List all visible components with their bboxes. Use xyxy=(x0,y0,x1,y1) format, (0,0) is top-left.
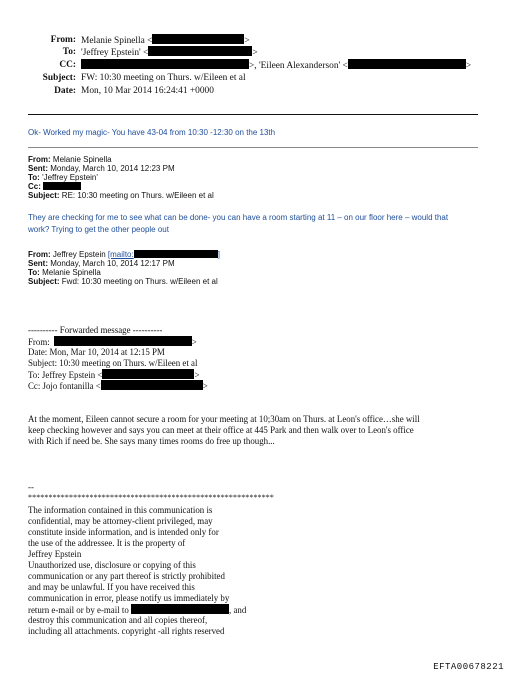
msg2-from: From: Melanie Spinella xyxy=(28,155,112,164)
forwarded-body-line: with Rich if need be. She says many times rooms do free up though... xyxy=(28,436,275,446)
redacted-block xyxy=(43,182,81,190)
redacted-block xyxy=(101,380,203,390)
disclaimer-line: communication in error, please notify us immediately by xyxy=(28,593,230,603)
msg2-subject: Subject: RE: 10:30 meeting on Thurs. w/Eileen et al xyxy=(28,191,214,200)
redacted-block xyxy=(131,604,229,614)
header-divider xyxy=(28,114,478,115)
forwarded-body-line: At the moment, Eileen cannot secure a room for your meeting at 10;30am on Thurs. at Leon's office…she will xyxy=(28,414,420,424)
to-label: To: xyxy=(62,47,76,57)
subject-value: FW: 10:30 meeting on Thurs. w/Eileen et al xyxy=(81,73,246,83)
mailto-link[interactable]: [mailto: ] xyxy=(107,250,220,259)
disclaimer-line: the use of the addressee. It is the property of xyxy=(28,538,186,548)
document-id: EFTA00678221 xyxy=(433,662,504,672)
msg3-to: To: Melanie Spinella xyxy=(28,268,101,277)
date-label: Date: xyxy=(54,86,76,96)
email-header-date xyxy=(0,85,512,97)
forwarded-from: From: > xyxy=(28,337,197,347)
disclaimer-line: The information contained in this communication is xyxy=(28,505,213,515)
msg3-sent: Sent: Monday, March 10, 2014 12:17 PM xyxy=(28,259,175,268)
msg2-cc: Cc: xyxy=(28,182,81,192)
disclaimer-line-email: return e-mail or by e-mail to , and xyxy=(28,605,247,615)
from-value: Melanie Spinella < > xyxy=(81,36,250,46)
forwarded-cc: Cc: Jojo fontanilla < > xyxy=(28,381,208,391)
date-value: Mon, 10 Mar 2014 16:24:41 +0000 xyxy=(81,86,214,96)
disclaimer-line: confidential, may be attorney-client privileged, may xyxy=(28,516,213,526)
email-header-from xyxy=(0,34,512,46)
subject-label: Subject: xyxy=(42,73,76,83)
forwarded-to: To: Jeffrey Epstein < > xyxy=(28,370,200,380)
reply-body: Ok- Worked my magic- You have 43-04 from 10:30 -12:30 on the 13th xyxy=(28,128,276,137)
redacted-block xyxy=(134,250,218,258)
msg2-sent: Sent: Monday, March 10, 2014 12:23 PM xyxy=(28,164,175,173)
forwarded-date: Date: Mon, Mar 10, 2014 at 12:15 PM xyxy=(28,347,165,357)
redacted-block xyxy=(81,59,249,69)
email-header-to xyxy=(0,46,512,58)
signature-dashes: -- xyxy=(28,482,34,492)
msg3-subject: Subject: Fwd: 10:30 meeting on Thurs. w/Eileen et al xyxy=(28,277,218,286)
forwarded-subject: Subject: 10:30 meeting on Thurs. w/Eileen et al xyxy=(28,358,198,368)
msg3-from: From: Jeffrey Epstein [mailto: ] xyxy=(28,250,220,259)
redacted-block xyxy=(54,336,192,346)
disclaimer-line: and may be unlawful. If you have received this xyxy=(28,582,195,592)
msg2-body-line: They are checking for me to see what can be done- you can have a room starting at 11 – on our floor here – would that xyxy=(28,213,449,222)
disclaimer-line: including all attachments. copyright -all rights reserved xyxy=(28,626,225,636)
cc-value: >, 'Eileen Alexanderson' < > xyxy=(81,59,471,72)
msg2-to: To: 'Jeffrey Epstein' xyxy=(28,173,98,182)
disclaimer-line: communication or any part thereof is strictly prohibited xyxy=(28,571,225,581)
disclaimer-line: constitute inside information, and is intended only for xyxy=(28,527,219,537)
forwarded-divider: ---------- Forwarded message ---------- xyxy=(28,325,163,335)
forwarded-body-line: keep checking however and says you can meet at their office at 445 Park and then walk over to Leon's office xyxy=(28,425,414,435)
signature-stars: ************************************************************ xyxy=(28,493,274,502)
email-header-subject xyxy=(0,72,512,84)
email-header-cc xyxy=(0,59,512,71)
disclaimer-line: destroy this communication and all copies thereof, xyxy=(28,615,208,625)
cc-label: CC: xyxy=(59,60,76,70)
redacted-block xyxy=(348,59,466,69)
from-label: From: xyxy=(50,35,76,45)
disclaimer-line: Jeffrey Epstein xyxy=(28,549,82,559)
redacted-block xyxy=(102,369,194,379)
disclaimer-line: Unauthorized use, disclosure or copying of this xyxy=(28,560,196,570)
redacted-block xyxy=(148,46,252,56)
msg2-body-line: work? Trying to get the other people out xyxy=(28,225,169,234)
to-value: 'Jeffrey Epstein' < > xyxy=(81,48,258,58)
redacted-block xyxy=(152,34,244,44)
message-divider xyxy=(28,147,478,148)
